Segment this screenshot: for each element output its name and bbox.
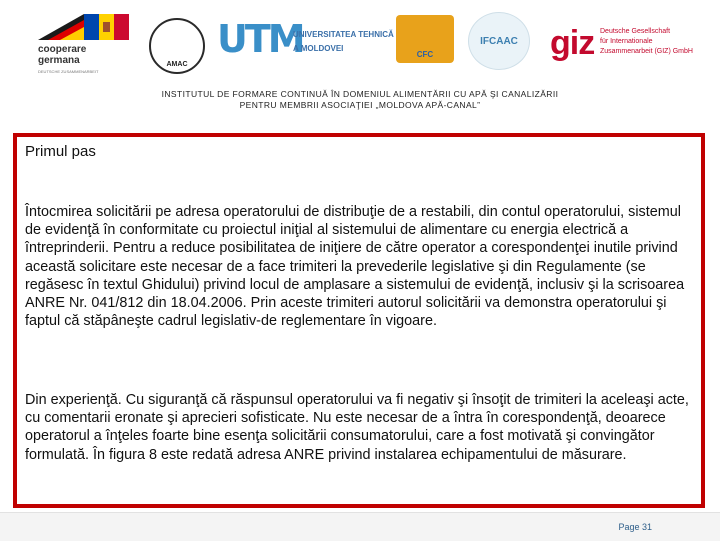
- flags-icon: [38, 14, 130, 40]
- cooperation-line1: cooperare: [38, 44, 87, 55]
- giz-line3: Zusammenarbeit (GIZ) GmbH: [600, 48, 693, 55]
- footer-bar: [0, 512, 720, 541]
- ifcaac-logo: [464, 12, 534, 70]
- paragraph-experience: Din experienţă. Cu siguranţă că răspunsul operatorului va fi negativ şi însoţit de trimiteri la aceleaşi acte, cu comentarii eronate şi aprecieri sofisticate. Nu este necesar de a întra în corespondenţă, deoarece operatorul a înţeles foarte bine esenţa solicitării consumatorului, care a fost motivată şi convingător formulată. În figura 8 este redată adresa ANRE privind instalarea echipamentului de măsurare.: [25, 392, 689, 463]
- ifcaac-label: IFCAAC: [480, 35, 518, 47]
- giz-mark: giz: [550, 24, 595, 62]
- paragraph-first-step: Întocmirea solicitării pe adresa operatorului de distribuţie de a restabili, din contul operatorului, sistemul de evidenţă în conformitate cu proiectul iniţial al sistemului de alimentare cu energia electrică a întreprinderii. Pentru a reduce posibilitatea de iniţiere de către operator a corespondenţei inutile privind această solicitare este necesar de a face trimiteri la prevederile legislative şi din Regulamente (se regăsesc în textul Ghidului) privind locul de amplasare a sistemului de evidenţă, inclusiv şi la scrisoarea ANRE Nr. 041/812 din 18.04.2006. Prin aceste trimiteri autorul solicitării va demonstra operatorului şi faptul că stăpâneşte cadrul legislativ-de reglementare în vigoare.: [25, 204, 685, 330]
- content-frame: [13, 133, 705, 508]
- amac-emblem-icon: [149, 18, 205, 74]
- utm-line2: A MOLDOVEI: [293, 44, 344, 53]
- institute-title-line2: PENTRU MEMBRII ASOCIAŢIEI „MOLDOVA APĂ-CANAL”: [239, 100, 481, 110]
- utm-line1: UNIVERSITATEA TEHNICĂ: [293, 30, 394, 39]
- section-heading: Primul pas: [25, 143, 96, 160]
- amac-logo: [147, 16, 207, 76]
- page-number: Page 31: [618, 522, 652, 532]
- cooperation-tagline: DEUTSCHE ZUSAMMENARBEIT: [38, 69, 99, 74]
- amac-label: AMAC: [166, 61, 188, 68]
- giz-line1: Deutsche Gesellschaft: [600, 28, 671, 35]
- cfc-emblem-icon: [396, 15, 454, 63]
- logo-strip: [0, 0, 720, 88]
- cfc-label: CFC: [416, 50, 434, 59]
- cfc-logo: [394, 14, 456, 64]
- utm-mark: UTM: [217, 17, 303, 61]
- utm-logo: [215, 16, 394, 66]
- institute-title-line1: INSTITUTUL DE FORMARE CONTINUĂ ÎN DOMENIUL ALIMENTĂRII CU APĂ ŞI CANALIZĂRII: [161, 89, 559, 99]
- giz-line2: für Internationale: [600, 38, 653, 45]
- giz-logo: [548, 24, 718, 72]
- cooperare-germana-logo: [34, 14, 134, 76]
- cooperation-line2: germana: [38, 55, 80, 66]
- ifcaac-emblem-icon: [468, 12, 530, 70]
